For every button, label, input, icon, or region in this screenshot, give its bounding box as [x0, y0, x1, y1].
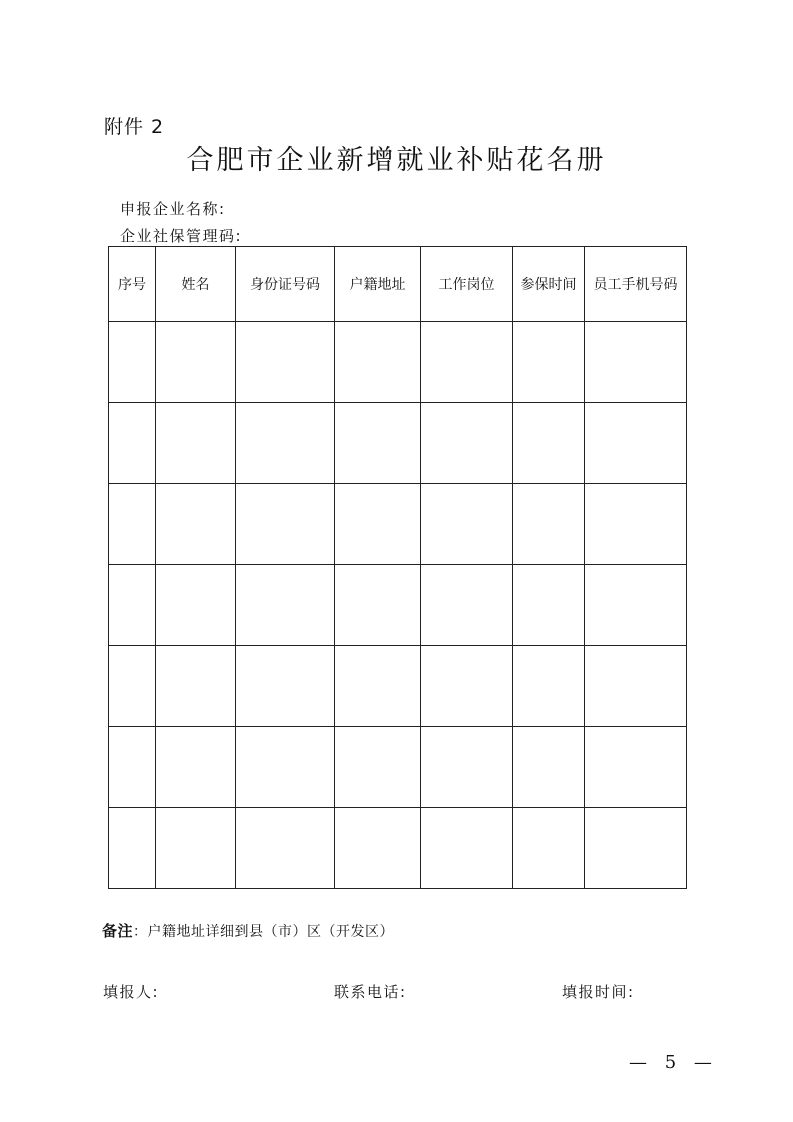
table-cell	[236, 322, 335, 403]
table-header-row	[109, 247, 687, 322]
table-cell	[236, 565, 335, 646]
company-name-field: 申报企业名称:	[120, 200, 226, 218]
column-header-household-address: 户籍地址	[335, 247, 421, 322]
table-cell	[156, 322, 236, 403]
table-cell	[236, 403, 335, 484]
table-row	[109, 808, 687, 889]
table-cell	[585, 403, 687, 484]
table-cell	[513, 322, 585, 403]
remark-note	[102, 920, 394, 941]
employee-roster-table	[108, 246, 687, 889]
table-row	[109, 727, 687, 808]
column-header-phone: 员工手机号码	[585, 247, 687, 322]
column-header-id-number: 身份证号码	[236, 247, 335, 322]
table-cell	[585, 565, 687, 646]
table-row	[109, 565, 687, 646]
page-title: 合肥市企业新增就业补贴花名册	[186, 145, 607, 176]
table-cell	[156, 808, 236, 889]
contact-phone-field: 联系电话:	[334, 983, 407, 1001]
table-cell	[335, 727, 421, 808]
table-cell	[236, 484, 335, 565]
table-row	[109, 646, 687, 727]
column-header-serial: 序号	[109, 247, 156, 322]
table-cell	[109, 484, 156, 565]
table-cell	[156, 727, 236, 808]
table-cell	[421, 646, 513, 727]
table-row	[109, 322, 687, 403]
attachment-label: 附件 2	[104, 116, 165, 138]
table-cell	[236, 808, 335, 889]
table-cell	[236, 727, 335, 808]
table-cell	[513, 646, 585, 727]
table-cell	[109, 403, 156, 484]
table-cell	[335, 322, 421, 403]
remark-label: 备注	[102, 922, 134, 940]
table-cell	[585, 484, 687, 565]
table-cell	[109, 727, 156, 808]
filler-field: 填报人:	[103, 983, 160, 1001]
column-header-name: 姓名	[156, 247, 236, 322]
table-cell	[156, 646, 236, 727]
table-cell	[421, 727, 513, 808]
remark-text: ：户籍地址详细到县（市）区（开发区）	[133, 924, 395, 940]
column-header-job-position: 工作岗位	[421, 247, 513, 322]
table-cell	[109, 808, 156, 889]
social-security-code-field: 企业社保管理码:	[120, 227, 243, 245]
table-cell	[421, 322, 513, 403]
table-cell	[585, 322, 687, 403]
table-cell	[513, 727, 585, 808]
table-cell	[335, 646, 421, 727]
table-cell	[335, 403, 421, 484]
table-cell	[513, 403, 585, 484]
table-cell	[156, 403, 236, 484]
table-cell	[421, 403, 513, 484]
table-cell	[236, 646, 335, 727]
table-cell	[421, 808, 513, 889]
page-number: — 5 —	[629, 1052, 718, 1073]
table-row	[109, 403, 687, 484]
table-cell	[421, 565, 513, 646]
table-cell	[585, 646, 687, 727]
table-cell	[335, 808, 421, 889]
table-cell	[109, 565, 156, 646]
table-cell	[156, 565, 236, 646]
fill-date-field: 填报时间:	[562, 983, 635, 1001]
table-cell	[156, 484, 236, 565]
table-cell	[109, 646, 156, 727]
table-cell	[109, 322, 156, 403]
table-cell	[335, 484, 421, 565]
table-cell	[421, 484, 513, 565]
table-cell	[513, 565, 585, 646]
table-cell	[585, 808, 687, 889]
table-cell	[585, 727, 687, 808]
column-header-insurance-date: 参保时间	[513, 247, 585, 322]
table-row	[109, 484, 687, 565]
table-cell	[513, 484, 585, 565]
table-cell	[335, 565, 421, 646]
table-cell	[513, 808, 585, 889]
